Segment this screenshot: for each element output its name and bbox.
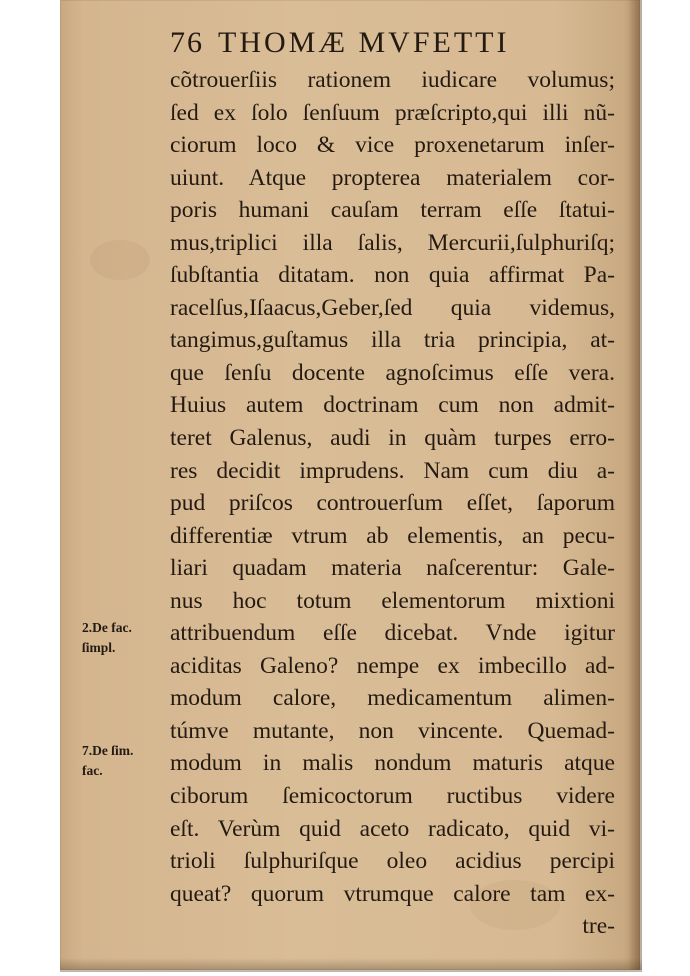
text-line: eſt. Verùm quid aceto radicato, quid vi- [170, 815, 615, 842]
text-line: racelſus,Iſaacus,Geber,ſed quia videmus, [170, 294, 615, 321]
margin-note-line: fac. [82, 763, 103, 778]
text-line: Huius autem doctrinam cum non admit- [170, 392, 615, 419]
text-line: teret Galenus, audi in quàm turpes erro- [170, 425, 615, 452]
margin-note-line: 7.De ſim. [82, 743, 134, 758]
text-line: modum in malis nondum maturis atque [170, 750, 615, 777]
text-line: liari quadam materia naſcerentur: Gale- [170, 555, 615, 582]
text-line: uiunt. Atque propterea materialem cor- [170, 164, 615, 191]
text-line: poris humani cauſam terram eſſe ſtatui- [170, 197, 615, 224]
text-line: tangimus,guſtamus illa tria principia, at- [170, 327, 615, 354]
text-line: cõtrouerſiis rationem iudicare volumus; [170, 67, 615, 93]
text-line: attribuendum eſſe dicebat. Vnde igitur [170, 620, 615, 647]
text-line: que ſenſu docente agnoſcimus eſſe vera. [170, 359, 615, 386]
text-line: nus hoc totum elementorum mixtioni [170, 587, 615, 614]
text-line: res decidit imprudens. Nam cum diu a- [170, 457, 615, 484]
page-bottom-edge [60, 958, 642, 972]
text-line: queat? quorum vtrumque calore tam ex- [170, 880, 615, 907]
margin-note-line: 2.De fac. [82, 620, 132, 635]
running-title: THOMÆ MVFETTI [218, 26, 510, 59]
text-line: ſubſtantia ditatam. non quia affirmat Pa- [170, 262, 615, 289]
text-line: modum calore, medicamentum alimen- [170, 685, 615, 712]
text-line: ciorum loco & vice proxenetarum inſer- [170, 132, 615, 159]
catchword: tre- [582, 913, 615, 940]
paper-stain [90, 240, 150, 280]
text-line: differentiæ vtrum ab elementis, an pecu- [170, 522, 615, 549]
body-text [170, 64, 615, 943]
text-line: túmve mutante, non vincente. Quemad- [170, 717, 615, 744]
text-line: mus,triplici illa ſalis, Mercurii,ſulphuriſq; [170, 229, 615, 256]
text-line: pud priſcos controuerſum eſſet, ſaporum [170, 490, 615, 517]
margin-note [82, 741, 172, 781]
text-line: trioli ſulphuriſque oleo acidius percipi [170, 848, 615, 875]
margin-note [82, 618, 172, 658]
text-line: ſed ex ſolo ſenſuum præſcripto,qui illi nũ- [170, 99, 615, 126]
text-line: aciditas Galeno? nempe ex imbecillo ad- [170, 652, 615, 679]
page-number: 76 [170, 26, 204, 59]
margin-note-line: ſimpl. [82, 640, 116, 655]
page-gutter-shadow [628, 0, 642, 970]
text-line: ciborum ſemicoctorum ructibus videre [170, 783, 615, 810]
running-head [170, 26, 620, 62]
